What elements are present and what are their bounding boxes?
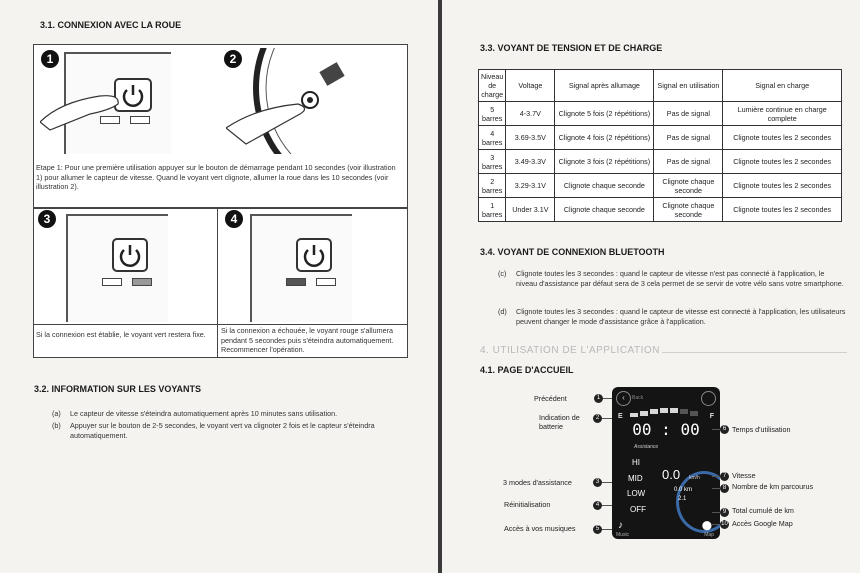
distance-display: 0.0 km	[674, 487, 693, 493]
callout-9-marker: 9	[720, 508, 729, 517]
callout-modes-label: 3 modes d'assistance	[503, 478, 572, 487]
speed-display: 0.0	[662, 467, 681, 482]
back-arrow-icon[interactable]: ‹	[616, 391, 631, 406]
battery-gauge-icon	[628, 405, 704, 417]
callout-10-marker: 10	[721, 521, 728, 527]
total-km-display: 2.1	[678, 496, 687, 502]
item-b-text: Appuyer sur le bouton de 2-5 secondes, le voyant vert va clignoter 2 fois et le capteur s'éteindra automatiquement.	[70, 421, 375, 440]
step-3-badge: 3	[38, 210, 56, 228]
callout-reset-label: Réinitialisation	[504, 500, 551, 509]
section-3-2-title: 3.2. INFORMATION SUR LES VOYANTS	[34, 384, 202, 394]
right-page	[442, 0, 860, 573]
mode-mid-button[interactable]: MID	[628, 474, 643, 483]
step-4-badge: 4	[225, 210, 243, 228]
section-3-4-title: 3.4. VOYANT DE CONNEXION BLUETOOTH	[480, 247, 665, 257]
assistance-label: Assistance	[634, 444, 659, 450]
finger-icon	[40, 82, 120, 132]
step-1-badge: 1	[41, 50, 59, 68]
callout-time-label: Temps d'utilisation	[732, 425, 791, 434]
section-3-3-title: 3.3. VOYANT DE TENSION ET DE CHARGE	[480, 43, 663, 53]
reset-off-button[interactable]: OFF	[630, 505, 646, 514]
item-c-text: Clignote toutes les 3 secondes : quand le capteur de vitesse n'est pas connecté à l'application, le niveau d'assistance par défaut sera de 3 cela permet de se servir de votre vélo sans votre smartphone.	[516, 269, 844, 288]
section-4-1-title: 4.1. PAGE D'ACCUEIL	[480, 365, 574, 375]
callout-back-label: Précédent	[534, 394, 567, 403]
callout-distance-label: Nombre de km parcourus	[732, 482, 814, 491]
callout-5-marker: 5	[593, 525, 602, 534]
item-d-mark: (d)	[498, 307, 507, 316]
map-label: Map	[704, 532, 714, 538]
mode-hi-button[interactable]: HI	[632, 458, 640, 467]
speed-unit: km/h	[689, 475, 700, 481]
table-header: Signal en charge	[723, 70, 842, 102]
phone-home-screen	[612, 387, 720, 539]
table-header: Niveau de charge	[479, 70, 506, 102]
item-a-text: Le capteur de vitesse s'éteindra automatiquement après 10 minutes sans utilisation.	[70, 409, 338, 418]
power-button-icon	[296, 238, 332, 272]
callout-map-label: Accès Google Map	[732, 519, 793, 528]
step-3-text: Si la connexion est établie, le voyant vert restera fixe.	[36, 330, 206, 339]
green-led-icon	[132, 278, 152, 286]
music-note-icon[interactable]: ♪	[618, 520, 623, 531]
step-2-badge: 2	[224, 50, 242, 68]
table-row: 2 barres 3.29-3.1V Clignote chaque seconde Clignote chaque seconde Clignote toutes les 2 secondes	[479, 174, 842, 198]
power-button-icon	[112, 238, 148, 272]
usage-time-display: 00 : 00	[632, 420, 700, 439]
map-pin-icon[interactable]: ⬤	[701, 520, 712, 530]
callout-battery-label: Indication de batterie	[539, 413, 580, 431]
voltage-table	[478, 69, 842, 222]
wheel-illustration-2	[226, 48, 350, 154]
callout-2-marker: 2	[593, 414, 602, 423]
item-a-mark: (a)	[52, 409, 61, 418]
battery-full-label: F	[709, 413, 714, 420]
table-header: Signal après allumage	[555, 70, 654, 102]
settings-icon[interactable]	[701, 391, 716, 406]
table-row: 3 barres 3.49-3.3V Clignote 3 fois (2 répétitions) Pas de signal Clignote toutes les 2 secondes	[479, 150, 842, 174]
callout-6-marker: 6	[720, 425, 729, 434]
callout-speed-label: Vitesse	[732, 471, 756, 480]
step-4-text: Si la connexion a échouée, le voyant rouge s'allumera pendant 5 secondes puis s'éteindra automatiquement. Recommencer l'opération.	[221, 326, 394, 355]
table-row: 5 barres 4-3.7V Clignote 5 fois (2 répétitions) Pas de signal Lumière continue en charge complete	[479, 102, 842, 126]
table-header: Voltage	[506, 70, 555, 102]
callout-8-marker: 8	[720, 484, 729, 493]
table-header: Signal en utilisation	[654, 70, 723, 102]
item-b-mark: (b)	[52, 421, 61, 430]
table-row: 1 barres Under 3.1V Clignote chaque seconde Clignote chaque seconde Clignote toutes les 2 secondes	[479, 198, 842, 222]
music-label: Music	[616, 532, 630, 538]
mode-low-button[interactable]: LOW	[627, 489, 646, 498]
red-led-icon	[286, 278, 306, 286]
callout-4-marker: 4	[593, 501, 602, 510]
item-d-text: Clignote toutes les 3 secondes : quand le capteur de vitesse est connecté à l'application, les utilisateurs peuvent changer le mode d'assistance grâce à l'application.	[516, 307, 846, 326]
item-c-mark: (c)	[498, 269, 507, 278]
section-3-1-title: 3.1. CONNEXION AVEC LA ROUE	[40, 20, 182, 30]
step-1-instructions: Etape 1: Pour une première utilisation appuyer sur le bouton de démarrage pendant 10 secondes (voir illustration 1) pour allumer le capteur de vitesse. Quand le voyant vert clignote, allumer la roue dans les 10 secondes (voir illustration 2).	[36, 163, 396, 192]
back-label: Back	[632, 395, 644, 401]
callout-3-marker: 3	[593, 478, 602, 487]
table-row: 4 barres 3.69-3.5V Clignote 4 fois (2 répétitions) Pas de signal Clignote toutes les 2 secondes	[479, 126, 842, 150]
sensor-illustration-4	[250, 214, 352, 322]
section-4-title: 4. UTILISATION DE L'APPLICATION	[480, 345, 660, 356]
callout-7-marker: 7	[720, 472, 729, 481]
battery-empty-label: E	[618, 413, 623, 420]
sensor-illustration-3	[66, 214, 168, 322]
callout-1-marker: 1	[594, 394, 603, 403]
callout-music-label: Accès à vos musiques	[504, 524, 576, 533]
callout-total-label: Total cumulé de km	[732, 506, 794, 515]
